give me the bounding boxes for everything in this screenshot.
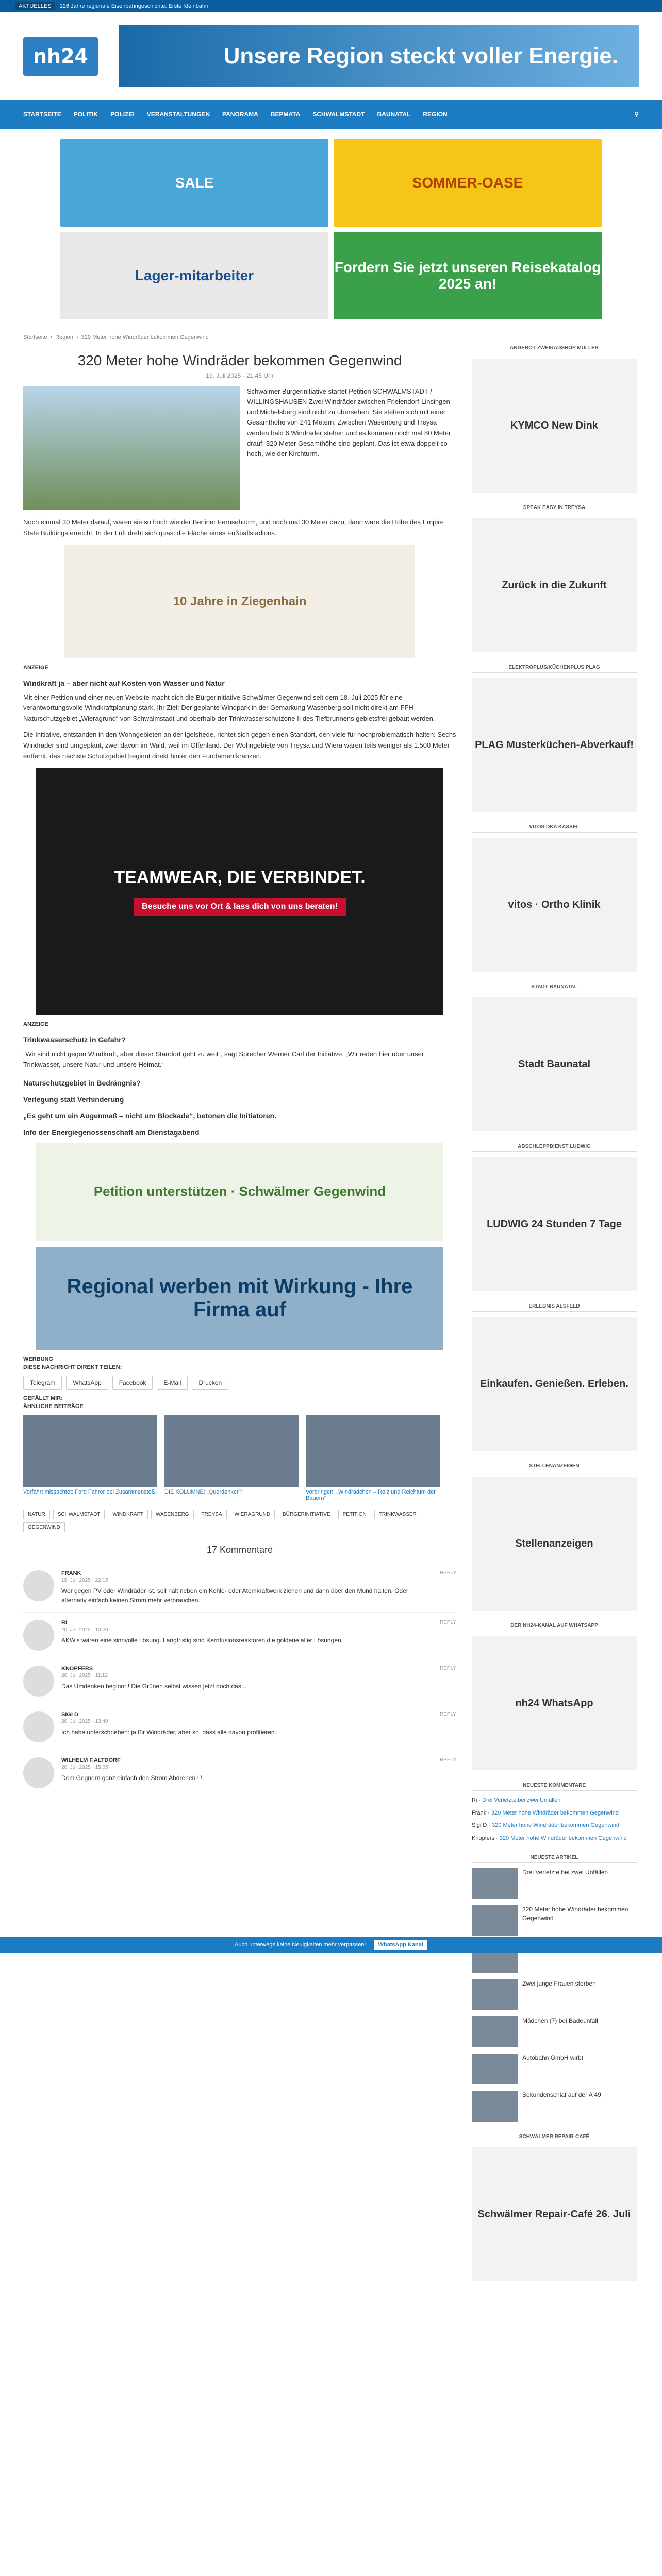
widget-title: ABSCHLEPPDIENST LUDWIG xyxy=(472,1144,637,1152)
subheading: Verlegung statt Verhinderung xyxy=(23,1095,124,1104)
article-title: 320 Meter hohe Windräder bekommen Gegenwind xyxy=(77,352,402,368)
avatar xyxy=(23,1757,54,1788)
sidebar-widget xyxy=(472,1144,637,1291)
share-facebook-button[interactable]: Facebook xyxy=(112,1376,153,1390)
reply-button[interactable]: REPLY xyxy=(439,1570,456,1576)
nav-item[interactable]: PANORAMA xyxy=(222,111,258,118)
ad-label: ANZEIGE xyxy=(23,1021,48,1028)
paragraph: „Wir sind nicht gegen Windkraft, aber dieser Standort geht zu weit“, sagt Sprecher Werner Carl der Initiative. „Wir reden hier über unser Trinkwasser, unsere Natur und unsere Heimat.“ xyxy=(23,1050,424,1069)
article-thumb xyxy=(472,2054,518,2084)
comment-author: RI xyxy=(61,1619,67,1626)
tag[interactable]: WASENBERG xyxy=(151,1510,194,1519)
related-card[interactable] xyxy=(306,1415,440,1501)
sidebar-widget xyxy=(472,984,637,1131)
recent-comment-author: Ri xyxy=(472,1797,477,1803)
recent-comment-author: Frank xyxy=(472,1809,487,1816)
breadcrumb-item[interactable]: Startseite xyxy=(23,334,47,341)
comment-date[interactable]: 19. Juli 2025 · 22:15 xyxy=(61,1577,108,1583)
widget-ad[interactable]: LUDWIG 24 Stunden 7 Tage xyxy=(472,1157,637,1291)
tag-list xyxy=(23,1510,456,1532)
whatsapp-banner-text: Auch unterwegs keine Neuigkeiten mehr verpassen! xyxy=(235,1942,366,1948)
recent-comment: Knopfers · 320 Meter hohe Windräder bekommen Gegenwind xyxy=(472,1835,627,1841)
ad-teamwear-title: TEAMWEAR, DIE VERBINDET. xyxy=(114,867,366,887)
comment-text: AKW's wären eine sinnvolle Lösung. Langfristig sind Kernfusionsreaktoren die goldene aller Lösungen. xyxy=(61,1636,343,1644)
comment-text: Wer gegen PV oder Windräder ist, soll halt neben ein Kohle- oder Atomkraftwerk ziehen und dann über den Mund halten. Oder alternativ einfach keinen Strom mehr verbrauchen. xyxy=(61,1587,408,1604)
sidebar-widget xyxy=(472,1303,637,1451)
sidebar-widget xyxy=(472,665,637,812)
recent-article-title: 320 Meter hohe Windräder bekommen Gegenwind xyxy=(522,1906,628,1922)
widget-title: NEUESTE ARTIKEL xyxy=(472,1855,637,1863)
related-card[interactable] xyxy=(164,1415,299,1501)
widget-title: SCHWÄLMER REPAIR-CAFÉ xyxy=(472,2134,637,2142)
share-email-button[interactable]: E-Mail xyxy=(157,1376,188,1390)
related-posts xyxy=(23,1415,456,1501)
recent-comment: Sigi D · 320 Meter hohe Windräder bekommen Gegenwind xyxy=(472,1822,620,1828)
comment xyxy=(23,1563,456,1612)
ad-teamwear-cta: Besuche uns vor Ort & lass dich von uns beraten! xyxy=(134,898,346,916)
recent-article[interactable] xyxy=(472,2054,637,2084)
recent-comment-link[interactable]: 320 Meter hohe Windräder bekommen Gegenwind xyxy=(499,1835,627,1841)
share-telegram-button[interactable]: Telegram xyxy=(23,1376,62,1390)
subheading: Trinkwasserschutz in Gefahr? xyxy=(23,1036,126,1044)
widget-title: ELEKTROPLUS/KÜCHENPLUS PLAG xyxy=(472,665,637,673)
avatar xyxy=(23,1711,54,1742)
recent-comment-author: Sigi D xyxy=(472,1822,487,1828)
breadcrumb-item[interactable]: Region xyxy=(55,334,73,341)
main-nav xyxy=(0,100,662,129)
comment-date[interactable]: 20. Juli 2025 · 10:20 xyxy=(61,1626,108,1633)
ad-banner[interactable]: SOMMER-OASE xyxy=(334,139,602,227)
widget-title: ERLEBNIS ALSFELD xyxy=(472,1303,637,1312)
tag[interactable]: TREYSA xyxy=(197,1510,227,1519)
liked-label: GEFÄLLT MIR: xyxy=(23,1395,63,1401)
search-icon[interactable]: ⚲ xyxy=(634,111,639,118)
news-tag: AKTUELLES xyxy=(15,2,55,10)
ad-label: ANZEIGE xyxy=(23,664,48,671)
recent-article[interactable] xyxy=(472,2091,637,2122)
widget-title: STELLENANZEIGEN xyxy=(472,1463,637,1471)
tag[interactable]: WINDKRAFT xyxy=(108,1510,147,1519)
breadcrumb-item: 320 Meter hohe Windräder bekommen Gegenwind xyxy=(81,334,209,341)
ad-banner[interactable]: Lager-mitarbeiter xyxy=(60,232,328,319)
related-thumb xyxy=(306,1415,440,1487)
nav-item[interactable]: STARTSEITE xyxy=(23,111,61,118)
reply-button[interactable]: REPLY xyxy=(439,1665,456,1671)
widget-title: SPEAK EASY IN TREYSA xyxy=(472,505,637,513)
nav-item[interactable]: POLIZEI xyxy=(110,111,135,118)
related-thumb xyxy=(23,1415,157,1487)
recent-comment: Ri · Drei Verletzte bei zwei Unfällen xyxy=(472,1797,561,1803)
widget-ad[interactable]: Zurück in die Zukunft xyxy=(472,518,637,652)
top-bar xyxy=(0,0,662,12)
recent-article-title: Autobahn GmbH wirbt xyxy=(522,2054,584,2061)
widget-title: NEUESTE KOMMENTARE xyxy=(472,1783,637,1791)
comment-date[interactable]: 20. Juli 2025 · 13:40 xyxy=(61,1718,108,1724)
comments-title: 17 Kommentare xyxy=(206,1544,273,1555)
breadcrumb: Startseite › Region › 320 Meter hohe Windräder bekommen Gegenwind xyxy=(23,334,209,341)
recent-article-title: Drei Verletzte bei zwei Unfällen xyxy=(522,1869,608,1876)
top-ads xyxy=(0,129,662,330)
ad-banner[interactable]: Fordern Sie jetzt unseren Reisekatalog 2025 an! xyxy=(334,232,602,319)
header-banner[interactable]: Unsere Region steckt voller Energie. xyxy=(119,25,639,87)
widget-title: DER NH24-KANAL AUF WHATSAPP xyxy=(472,1623,637,1631)
article-thumb xyxy=(472,1905,518,1936)
ad-banner[interactable]: SALE xyxy=(60,139,328,227)
comment-author: KNOPFERS xyxy=(61,1665,93,1672)
recent-comment: Frank · 320 Meter hohe Windräder bekommen Gegenwind xyxy=(472,1809,619,1816)
widget-ad[interactable]: Einkaufen. Genießen. Erleben. xyxy=(472,1317,637,1451)
subheading: „Es geht um ein Augenmaß – nicht um Blockade“, betonen die Initiatoren. xyxy=(23,1111,277,1120)
share-title: WERBUNG xyxy=(23,1355,54,1362)
nav-item[interactable]: REGION xyxy=(423,111,448,118)
widget-ad[interactable]: vitos · Ortho Klinik xyxy=(472,838,637,972)
tag[interactable]: TRINKWASSER xyxy=(374,1510,421,1519)
comment-text: Dem Gegnern ganz einfach den Strom Abdrehen !!! xyxy=(61,1774,203,1782)
recent-comment-link[interactable]: Drei Verletzte bei zwei Unfällen xyxy=(482,1797,561,1803)
widget-ad[interactable]: Stadt Baunatal xyxy=(472,997,637,1131)
comment-date[interactable]: 20. Juli 2025 · 15:05 xyxy=(61,1764,108,1770)
article xyxy=(23,345,456,2294)
recent-article[interactable] xyxy=(472,1905,637,1936)
subheading: Info der Energiegenossenschaft am Dienstagabend xyxy=(23,1128,200,1137)
sidebar-widget xyxy=(472,505,637,652)
sidebar-widget xyxy=(472,1623,637,1770)
lead-text: Schwälmer Bürgerinitiative startet Petition SCHWALMSTADT / WILLINGSHAUSEN Zwei Windräder zwischen Frielendorf-Linsingen und Michelsberg sind nicht zu übersehen. Sie stehen sich mit einer Gesamthöhe von 241 Metern. Zwischen Wasenberg und Treysa werden bald 6 Windräder stehen und es kommen noch mal 80 Meter drauf: 320 Meter Gesamthöhe sind geplant. Das ist etwa doppelt so hoch, wie der Kirchturm. xyxy=(247,387,451,457)
article-thumb xyxy=(472,2091,518,2122)
reply-button[interactable]: REPLY xyxy=(439,1619,456,1625)
tag[interactable]: WIERAGRUND xyxy=(230,1510,275,1519)
recent-articles xyxy=(472,1855,637,2122)
article-thumb xyxy=(472,2016,518,2047)
recent-article[interactable] xyxy=(472,2016,637,2047)
avatar xyxy=(23,1570,54,1601)
site-logo[interactable]: nh24 xyxy=(23,37,98,76)
comment xyxy=(23,1704,456,1750)
avatar xyxy=(23,1666,54,1697)
share-buttons xyxy=(23,1376,456,1390)
related-title: ÄHNLICHE BEITRÄGE xyxy=(23,1403,84,1410)
widget-ad[interactable]: nh24 WhatsApp xyxy=(472,1636,637,1770)
related-caption: DIE KOLUMNE: „Querdenker?“ xyxy=(164,1488,244,1495)
sidebar-widget xyxy=(472,2134,637,2281)
related-card[interactable] xyxy=(23,1415,157,1501)
whatsapp-channel-button[interactable]: WhatsApp Kanal xyxy=(374,1940,427,1950)
article-thumb xyxy=(472,1979,518,2010)
comment xyxy=(23,1612,456,1658)
whatsapp-banner xyxy=(0,1937,662,1953)
nav-item[interactable]: SCHWALMSTADT xyxy=(312,111,365,118)
paragraph: Noch einmal 30 Meter darauf, wären sie so hoch wie der Berliner Fernsehturm, und noch mal 30 Meter dazu, dann wäre die Höhe des Empire State Buildings erreicht. In der Luft dreht sich quasi die Fläche eines Fußballstadions. xyxy=(23,518,444,537)
comment xyxy=(23,1658,456,1704)
recent-comment-author: Knopfers xyxy=(472,1835,495,1841)
comment-author: SIGI D xyxy=(61,1711,79,1718)
comment-text: Das Umdenken beginnt ! Die Grünen selbst wissen jetzt doch das... xyxy=(61,1682,246,1690)
sidebar-widget xyxy=(472,345,637,493)
paragraph: Die Initiative, entstanden in den Wohngebieten an der Igelshede, richtet sich gegen einen Standort, den viele für hochproblematisch halten: Sechs Windräder sind umgeplant, zwei davon im Wald, weil im Offenland. Der Wohngebiete von Treysa und Wiera wären teils weniger als 1.500 Meter entfernt, das nächste Schutzgebiet beginnt direkt hinter den Fundamentkränzen. xyxy=(23,730,456,760)
sidebar xyxy=(472,345,637,2294)
paragraph: Mit einer Petition und einer neuen Website macht sich die Bürgerinitiative Schwälmer Gegenwind seit dem 18. Juli 2025 für eine verantwortungsvolle Windkraftplanung stark. Ihr Ziel: Der geplante Windpark in der Gemarkung Wasenberg soll nicht direkt am FFH-Naturschutzgebiet „Wieragrund“ von Schwalmstadt und oberhalb der Trinkwasserschutzone II des Tiefbrunnens gebietsfrei gebaut werden. xyxy=(23,693,435,723)
share-whatsapp-button[interactable]: WhatsApp xyxy=(66,1376,108,1390)
recent-article-title: Sekundenschlaf auf der A 49 xyxy=(522,2091,601,2098)
tag[interactable]: NATUR xyxy=(23,1510,50,1519)
header xyxy=(0,12,662,100)
recent-article-title: Mädchen (7) bei Badeunfall xyxy=(522,2017,598,2024)
widget-ad[interactable]: Stellenanzeigen xyxy=(472,1477,637,1611)
widget-ad[interactable]: Schwälmer Repair-Café 26. Juli xyxy=(472,2147,637,2281)
article-meta: 19. Juli 2025 · 21:45 Uhr xyxy=(206,372,274,379)
tag[interactable]: BÜRGERINITIATIVE xyxy=(278,1510,335,1519)
ad-regional[interactable]: Regional werben mit Wirkung - Ihre Firma auf xyxy=(36,1247,443,1350)
nav-item[interactable]: BEPMATA xyxy=(270,111,301,118)
reply-button[interactable]: REPLY xyxy=(439,1711,456,1717)
tag[interactable]: PETITION xyxy=(338,1510,371,1519)
article-image[interactable] xyxy=(23,386,240,510)
reply-button[interactable]: REPLY xyxy=(439,1757,456,1763)
comment-author: FRANK xyxy=(61,1570,81,1577)
article-thumb xyxy=(472,1868,518,1899)
ad-teamwear[interactable] xyxy=(36,768,443,1015)
tag[interactable]: SCHWALMSTADT xyxy=(53,1510,105,1519)
subheading: Naturschutzgebiet in Bedrängnis? xyxy=(23,1078,141,1087)
comment-date[interactable]: 20. Juli 2025 · 11:12 xyxy=(61,1672,108,1679)
widget-title: STADT BAUNATAL xyxy=(472,984,637,992)
recent-comment-link[interactable]: 320 Meter hohe Windräder bekommen Gegenwind xyxy=(492,1822,620,1828)
avatar xyxy=(23,1620,54,1651)
ad-ziegenhain[interactable]: 10 Jahre in Ziegenhain xyxy=(64,545,415,658)
widget-title: ANGEBOT ZWEIRADSHOP MÜLLER xyxy=(472,345,637,353)
widget-title: VITOS DKA KASSEL xyxy=(472,824,637,833)
nav-item[interactable]: BAUNATAL xyxy=(377,111,411,118)
print-button[interactable]: Drucken xyxy=(192,1376,228,1390)
recent-comments xyxy=(472,1783,637,1842)
comment xyxy=(23,1750,456,1795)
comment-text: Ich habe unterschrieben: ja für Windräder, aber so, dass alle davon profitieren. xyxy=(61,1728,276,1736)
widget-ad[interactable]: PLAG Musterküchen-Abverkauf! xyxy=(472,678,637,812)
recent-comment-link[interactable]: 320 Meter hohe Windräder bekommen Gegenwind xyxy=(491,1809,619,1816)
share-label: DIESE NACHRICHT DIREKT TEILEN: xyxy=(23,1364,122,1370)
nav-item[interactable]: POLITIK xyxy=(73,111,98,118)
subheading: Windkraft ja – aber nicht auf Kosten von Wasser und Natur xyxy=(23,679,225,687)
related-thumb xyxy=(164,1415,299,1487)
sidebar-widget xyxy=(472,1463,637,1611)
related-caption: Vorbringen: „Windrädchen – Reiz und Reichtum der Bauern“ xyxy=(306,1488,436,1501)
widget-ad[interactable]: KYMCO New Dink xyxy=(472,359,637,493)
comment-author: WILHELM F.ALTDORF xyxy=(61,1757,121,1764)
recent-article-title: Zwei junge Frauen sterben xyxy=(522,1980,596,1987)
tag[interactable]: GEGENWIND xyxy=(23,1522,65,1532)
recent-article[interactable] xyxy=(472,1979,637,2010)
related-caption: Vorfahrt missachtet: Ford Fahrer bei Zusammenstoß xyxy=(23,1488,155,1495)
news-ticker[interactable]: 126 Jahre regionale Eisenbahngeschichte: Erste Kleinbahn xyxy=(59,3,209,9)
nav-item[interactable]: VERANSTALTUNGEN xyxy=(146,111,210,118)
ad-petition[interactable]: Petition unterstützen · Schwälmer Gegenwind xyxy=(36,1143,443,1241)
recent-article[interactable] xyxy=(472,1868,637,1899)
sidebar-widget xyxy=(472,824,637,972)
